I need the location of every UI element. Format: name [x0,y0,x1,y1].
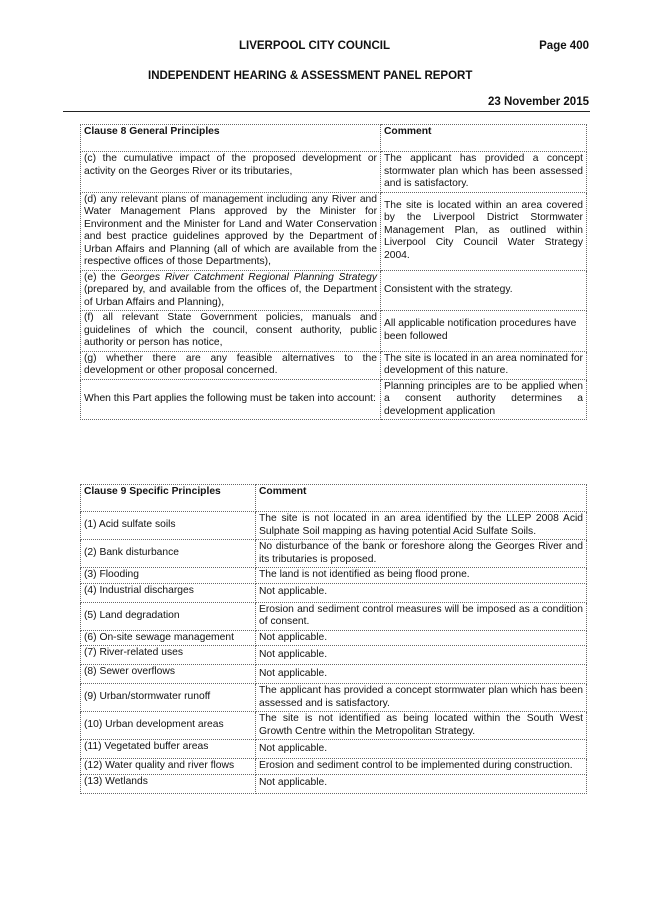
comment-cell: Not applicable. [256,665,587,684]
comment-cell: The site is not located in an area identified by the LLEP 2008 Acid Sulphate Soil mapping as having potential Acid Sulfate Soils. [256,512,587,540]
table-row [81,351,587,379]
report-title: INDEPENDENT HEARING & ASSESSMENT PANEL REPORT [148,70,473,82]
comment-cell: Not applicable. [256,630,587,646]
table-row [81,192,587,270]
comment-cell: The land is not identified as being flood prone. [256,568,587,584]
principle-text: (e) the [84,271,121,283]
principle-cell: (9) Urban/stormwater runoff [81,684,256,712]
comment-heading: Comment [256,485,587,512]
table-row [81,646,587,665]
clause-8-table [80,124,587,420]
comment-cell: Not applicable. [256,774,587,793]
principle-cell [81,270,381,311]
clause-9-heading: Clause 9 Specific Principles [81,485,256,512]
principle-cell: (5) Land degradation [81,602,256,630]
table-row [81,583,587,602]
clause-8-heading: Clause 8 General Principles [81,125,381,152]
council-name: LIVERPOOL CITY COUNCIL [239,40,391,52]
table-header-row [81,485,587,512]
principle-cell: When this Part applies the following must be taken into account: [81,379,381,420]
table-row [81,270,587,311]
principle-cell: (3) Flooding [81,568,256,584]
principle-cell: (d) any relevant plans of management including any River and Water Management Plans approved by the Minister for Environment and the Minister for Land and Water Conservation and best practice guidelines approved by the Department of Urban Affairs and Planning (all of which are available from the respective offices of those Departments), [81,192,381,270]
table-row [81,602,587,630]
strategy-title: Georges River Catchment Regional Planning Strategy [120,271,377,283]
report-date: 23 November 2015 [487,96,589,108]
principle-cell: (8) Sewer overflows [81,665,256,684]
table-row [81,379,587,420]
comment-cell: Erosion and sediment control to be implemented during construction. [256,759,587,775]
table-row [81,712,587,740]
principle-cell: (g) whether there are any feasible alternatives to the development or other proposal concerned. [81,351,381,379]
table-row [81,759,587,775]
page-number: Page 400 [539,40,589,52]
comment-cell: Not applicable. [256,646,587,665]
table-header-row [81,125,587,152]
table-row [81,512,587,540]
principle-cell: (10) Urban development areas [81,712,256,740]
table-row [81,740,587,759]
comment-cell: All applicable notification procedures have been followed [381,311,587,352]
clause-9-table [80,484,587,794]
table-row [81,540,587,568]
comment-cell: Planning principles are to be applied when a consent authority determines a development application [381,379,587,420]
principle-cell: (13) Wetlands [81,774,256,793]
principle-cell: (12) Water quality and river flows [81,759,256,775]
principle-cell: (6) On-site sewage management [81,630,256,646]
comment-heading: Comment [381,125,587,152]
table-row [81,774,587,793]
header-divider [63,111,590,112]
principle-cell: (1) Acid sulfate soils [81,512,256,540]
table-row [81,665,587,684]
table-row [81,684,587,712]
principle-cell: (7) River-related uses [81,646,256,665]
principle-cell: (f) all relevant State Government policies, manuals and guidelines of which the council, consent authority, public authority or person has notice, [81,311,381,352]
comment-cell: Not applicable. [256,740,587,759]
comment-cell: The site is located within an area covered by the Liverpool District Stormwater Management Plan, as outlined within Liverpool City Council Water Strategy 2004. [381,192,587,270]
principle-cell: (c) the cumulative impact of the proposed development or activity on the Georges River or its tributaries, [81,152,381,193]
table-row [81,630,587,646]
table-row [81,152,587,193]
comment-cell: Erosion and sediment control measures will be imposed as a condition of consent. [256,602,587,630]
comment-cell: Consistent with the strategy. [381,270,587,311]
comment-cell: The site is not identified as being located within the South West Growth Centre within the Metropolitan Strategy. [256,712,587,740]
table-row [81,311,587,352]
principle-cell: (4) Industrial discharges [81,583,256,602]
comment-cell: Not applicable. [256,583,587,602]
comment-cell: The site is located in an area nominated for development of this nature. [381,351,587,379]
principle-cell: (2) Bank disturbance [81,540,256,568]
comment-cell: The applicant has provided a concept stormwater plan which has been assessed and is satisfactory. [256,684,587,712]
principle-cell: (11) Vegetated buffer areas [81,740,256,759]
table-row [81,568,587,584]
comment-cell: The applicant has provided a concept stormwater plan which has been assessed and is satisfactory. [381,152,587,193]
principle-text: (prepared by, and available from the offices of, the Department of Urban Affairs and Planning), [84,284,377,308]
comment-cell: No disturbance of the bank or foreshore along the Georges River and its tributaries is proposed. [256,540,587,568]
